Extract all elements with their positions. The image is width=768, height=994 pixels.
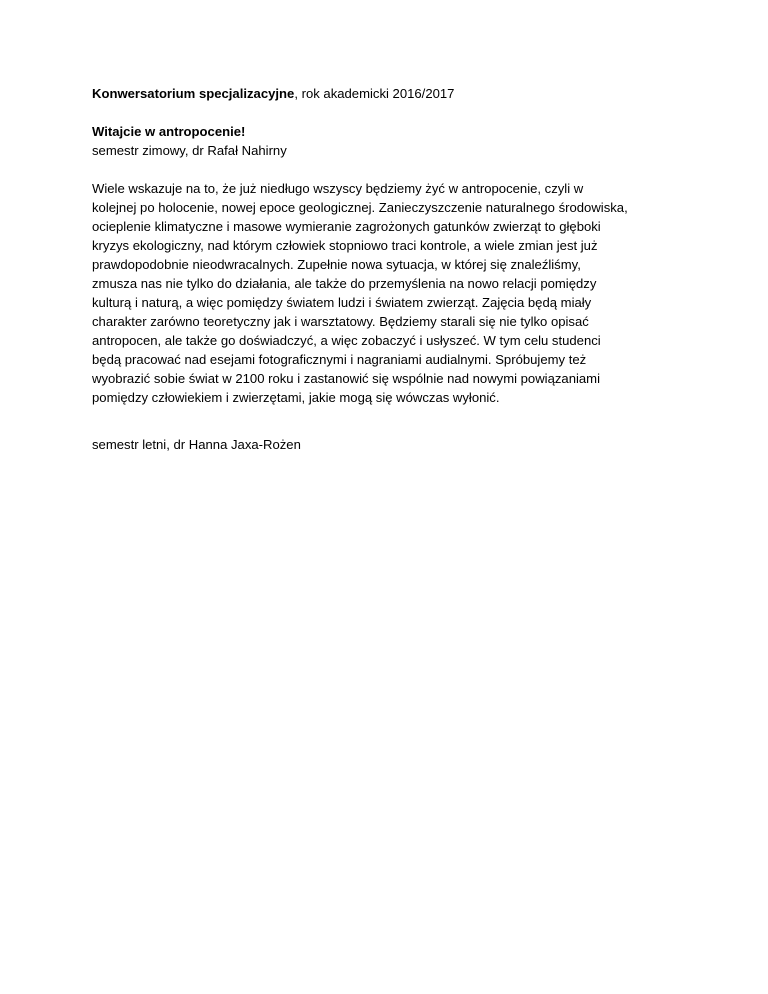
winter-section <box>92 122 692 160</box>
document-body <box>92 84 692 407</box>
course-year: , rok akademicki 2016/2017 <box>294 86 455 101</box>
course-heading <box>92 84 692 103</box>
winter-title: Witajcie w antropocenie! <box>92 124 246 139</box>
description-line: Wiele wskazuje na to, że już niedługo wszyscy będziemy żyć w antropocenie, czyli w <box>92 181 584 196</box>
winter-subtitle: semestr zimowy, dr Rafał Nahirny <box>92 143 287 158</box>
description-line: ocieplenie klimatyczne i masowe wymieranie zagrożonych gatunków zwierząt to głęboki <box>92 219 601 234</box>
winter-description <box>92 179 692 407</box>
description-line: antropocen, ale także go doświadczyć, a więc zobaczyć i usłyszeć. W tym celu studenci <box>92 333 601 348</box>
summer-subtitle: semestr letni, dr Hanna Jaxa-Rożen <box>92 437 301 453</box>
description-line: charakter zarówno teoretyczny jak i warsztatowy. Będziemy starali się nie tylko opisać <box>92 314 589 329</box>
description-line: kolejnej po holocenie, nowej epoce geologicznej. Zanieczyszczenie naturalnego środowiska, <box>92 200 628 215</box>
description-line: będą pracować nad esejami fotograficznymi i nagraniami audialnymi. Spróbujemy też <box>92 352 587 367</box>
description-line: kryzys ekologiczny, nad którym człowiek stopniowo traci kontrole, a wiele zmian jest już <box>92 238 598 253</box>
description-line: pomiędzy człowiekiem i zwierzętami, jakie mogą się wówczas wyłonić. <box>92 390 500 405</box>
description-line: prawdopodobnie nieodwracalnych. Zupełnie nowa sytuacja, w której się znaleźliśmy, <box>92 257 581 272</box>
description-line: zmusza nas nie tylko do działania, ale także do przemyślenia na nowo relacji pomiędzy <box>92 276 597 291</box>
description-line: kulturą i naturą, a więc pomiędzy światem ludzi i światem zwierząt. Zajęcia będą miały <box>92 295 592 310</box>
course-title: Konwersatorium specjalizacyjne <box>92 86 295 101</box>
description-line: wyobrazić sobie świat w 2100 roku i zastanowić się wspólnie nad nowymi powiązaniami <box>92 371 600 386</box>
